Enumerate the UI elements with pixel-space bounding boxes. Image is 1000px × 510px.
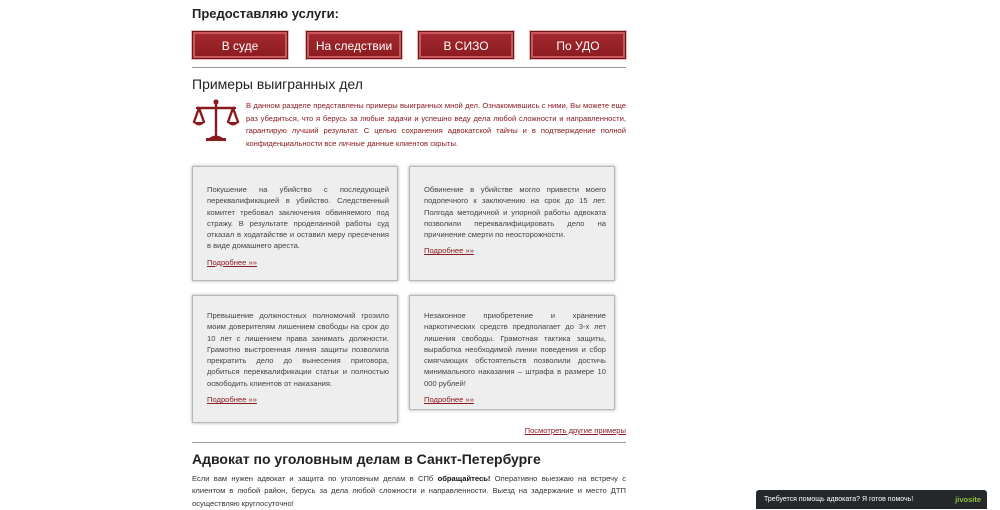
case-card-text: Покушение на убийство с последующей переквалификацией в убийство. Следственный комитет требовал заключения обвиняемого под стражу. В результате проделанной работы суд отказал в ходатайстве и оставил меру пресечения в виде домашнего ареста. [207,185,389,251]
other-examples-link[interactable]: Посмотреть другие примеры [524,426,626,435]
criminal-section-text [192,473,626,510]
case-card [409,295,615,410]
service-button-court[interactable]: В суде [192,31,288,59]
case-card [192,166,398,281]
services-title: Предоставляю услуги: [192,6,339,21]
service-button-investigation[interactable]: На следствии [306,31,402,59]
cases-section-title: Примеры выигранных дел [192,76,363,92]
criminal-text-end: Оперативно выезжаю на встречу с клиентом в любой район, берусь за дела любой сложности и направленности. Выезд на задержание и место ДТП осуществляю круглосуточно! [192,474,626,508]
case-card [409,166,615,281]
criminal-text-start: Если вам нужен адвокат и защита по уголовным делам в СПб [192,474,438,483]
criminal-text-emphasis: обращайтесь! [437,474,491,483]
scales-of-justice-icon [192,98,240,142]
case-card-text: Незаконное приобретение и хранение наркотических средств предполагает до 3-х лет лишения свободы. Грамотная тактика защиты, выработка необходимой линии поведения и сбор смягчающих обстоятельств позволили достичь минимального наказания – штрафа в размере 10 000 рублей! [424,311,606,388]
case-card-text: Обвинение в убийстве могло привести моего подопечного к заключению на срок до 15 лет. Полгода методичной и упорной работы адвоката позволили переквалифицировать дело на причинение смерти по неосторожности. [424,185,606,240]
divider [192,67,626,68]
read-more-link[interactable]: Подробнее »» [207,395,257,405]
chat-brand-logo: jivosite [955,495,981,504]
service-button-udo[interactable]: По УДО [530,31,626,59]
read-more-link[interactable]: Подробнее »» [424,246,474,256]
chat-widget[interactable] [756,490,987,509]
criminal-section-title: Адвокат по уголовным делам в Санкт-Петербурге [192,451,541,467]
chat-widget-label[interactable]: Требуется помощь адвоката? Я готов помочь! [764,496,914,503]
divider [192,442,626,443]
read-more-link[interactable]: Подробнее »» [424,395,474,405]
cases-intro-text: В данном разделе представлены примеры выигранных мной дел. Ознакомившись с ними, Вы можете еще раз убедиться, что я берусь за любые задачи и успешно веду дела любой сложности и направленности, гарантирую лучший результат. С целью сохранения адвокатской тайны и в подтверждение полной конфиденциальности все личные данные клиентов скрыты. [246,101,626,148]
case-card-text: Превышение должностных полномочий грозило моим доверителям лишением свободы на срок до 10 лет с лишением права занимать должности. Грамотно выстроенная линия защиты позволила прекратить дело до вынесения приговора, добиться переквалификации статьи и полностью освободить клиентов от наказания. [207,311,389,388]
read-more-link[interactable]: Подробнее »» [207,257,257,267]
service-button-sizo[interactable]: В СИЗО [418,31,514,59]
case-card [192,295,398,423]
